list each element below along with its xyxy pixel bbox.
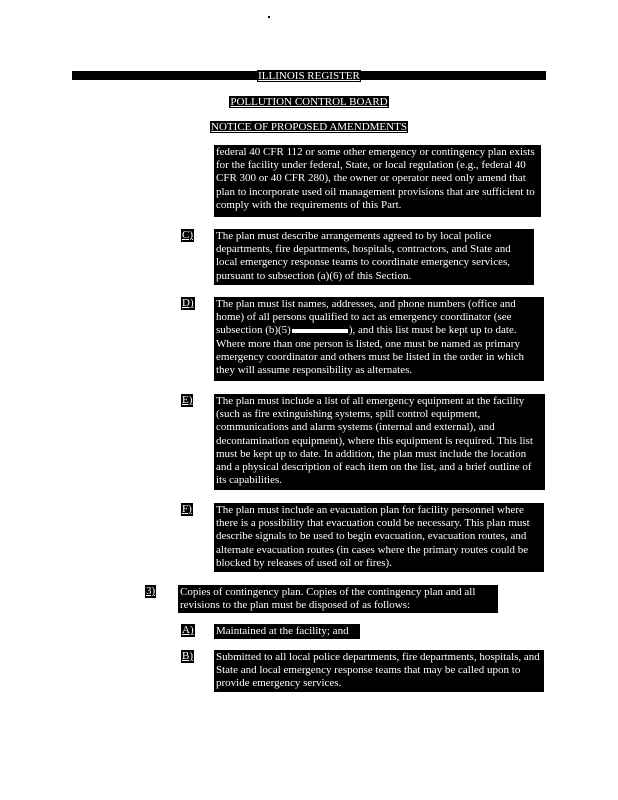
- redaction-mark: [292, 329, 348, 333]
- section-3b-label: B): [182, 650, 193, 662]
- intro-paragraph: federal 40 CFR 112 or some other emergency or contingency plan exists for the facility under federal, State, or local regulation (e.g., federal 40 CFR 300 or 40 CFR 280), the owner or operator need only amend that plan to incorporate used oil management provisions that are sufficient to comply with the requirements of this Part.: [214, 145, 541, 217]
- item-f-text: The plan must include an evacuation plan for facility personnel where there is a possibility that evacuation could be necessary. This plan must describe signals to be used to begin evacuation, evacuation routes, and alternate evacuation routes (in cases where the primary routes could be blocked by releases of used oil or fires).: [214, 503, 544, 572]
- item-c-text: The plan must describe arrangements agreed to by local police departments, fire departments, hospitals, contractors, and State and local emergency response teams to coordinate emergency services, pursuant to subsection (a)(6) of this Section.: [214, 229, 534, 285]
- scan-speck: [268, 16, 270, 18]
- section-3b-text: Submitted to all local police departments, fire departments, hospitals, and State and local emergency response teams that may be called upon to provide emergency services.: [214, 650, 544, 692]
- item-f-label: F): [182, 503, 192, 515]
- section-3-text: Copies of contingency plan. Copies of the contingency plan and all revisions to the plan must be disposed of as follows:: [178, 585, 498, 613]
- notice-title: [0, 121, 618, 133]
- section-3a-text: Maintained at the facility; and: [214, 624, 360, 639]
- item-e-text: The plan must include a list of all emergency equipment at the facility (such as fire extinguishing systems, spill control equipment, communications and alarm systems (internal and external), and decontamination equipment), where this equipment is required. This list must be kept up to date. In addition, the plan must include the location and a physical description of each item on the list, and a brief outline of its capabilities.: [214, 394, 545, 490]
- item-d-label: D): [182, 297, 194, 309]
- item-d-text-part1: The plan must list names, addresses, and phone numbers (office and home) of all persons qualified to act as emergency coordinator (see subsection (b)(5): [216, 298, 516, 337]
- board-title-text: POLLUTION CONTROL BOARD: [230, 96, 388, 108]
- item-e-label: E): [182, 394, 193, 406]
- section-3-label: 3): [146, 585, 156, 597]
- notice-title-text: NOTICE OF PROPOSED AMENDMENTS: [211, 121, 407, 133]
- item-d-text-part2: ), and this list must be kept up to date. Where more than one person is listed, one must be named as primary emergency coordinator and others must be listed in the order in which they will assume responsibility as alternates.: [216, 324, 525, 377]
- register-title: [0, 70, 618, 82]
- section-3a-label: A): [182, 624, 194, 636]
- item-c-label: C): [182, 229, 193, 241]
- register-title-text: ILLINOIS REGISTER: [258, 70, 360, 82]
- board-title: [0, 96, 618, 108]
- item-d-text: [214, 297, 544, 381]
